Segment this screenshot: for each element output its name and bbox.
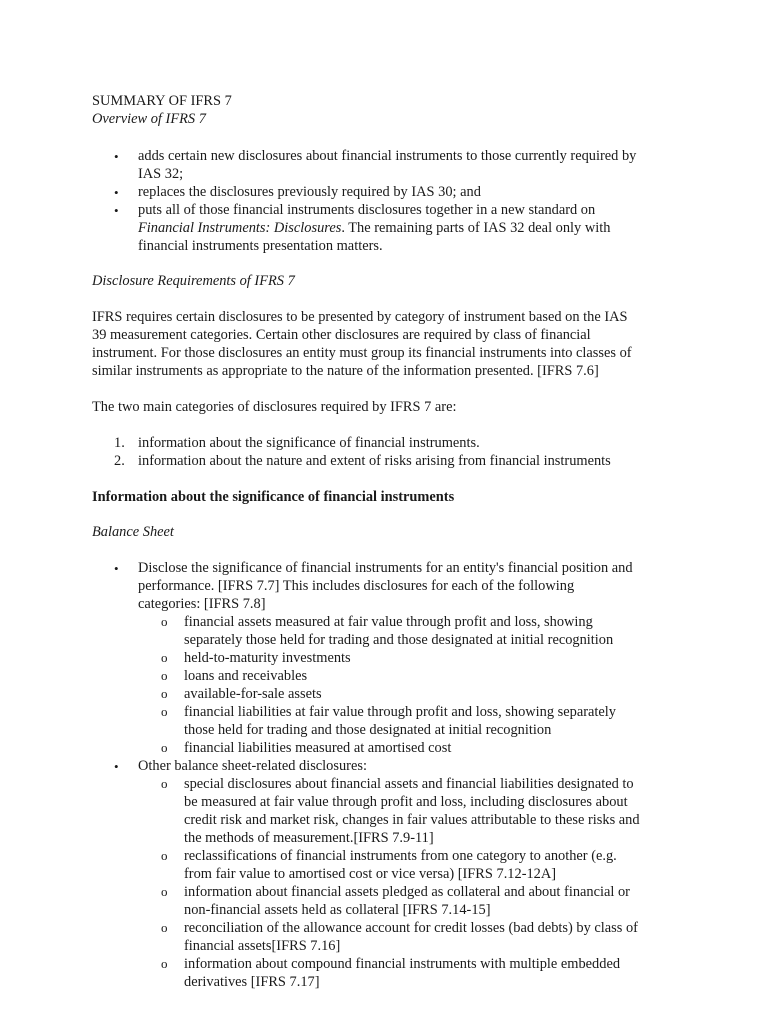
sub-bullet-marker: o xyxy=(161,614,168,629)
sub-bullet-marker: o xyxy=(161,704,168,719)
disclosure-heading: Disclosure Requirements of IFRS 7 xyxy=(92,273,295,289)
list-item: information about the significance of financial instruments. xyxy=(138,435,480,451)
sub-list-item-cont: those held for trading and those designated at initial recognition xyxy=(184,722,552,738)
bullet-marker: • xyxy=(114,185,119,200)
sub-bullet-marker: o xyxy=(161,740,168,755)
sub-list-item-cont: derivatives [IFRS 7.17] xyxy=(184,974,320,990)
sub-list-item-cont: financial assets[IFRS 7.16] xyxy=(184,938,341,954)
sub-bullet-marker: o xyxy=(161,920,168,935)
sub-list-item: financial liabilities measured at amortised cost xyxy=(184,740,452,756)
sub-bullet-marker: o xyxy=(161,776,168,791)
sub-bullet-marker: o xyxy=(161,848,168,863)
sub-list-item-cont: separately those held for trading and those designated at initial recognition xyxy=(184,632,614,648)
paragraph-two-categories: The two main categories of disclosures required by IFRS 7 are: xyxy=(92,399,457,415)
sub-list-item-cont: non-financial assets held as collateral [IFRS 7.14-15] xyxy=(184,902,491,918)
balance-sheet-heading: Balance Sheet xyxy=(92,524,174,540)
sub-list-item: financial assets measured at fair value through profit and loss, showing xyxy=(184,614,593,630)
list-item-cont: financial instruments presentation matters. xyxy=(138,238,383,254)
list-item-text: . The remaining parts of IAS 32 deal only with xyxy=(341,220,611,236)
list-item: Disclose the significance of financial instruments for an entity's financial position and xyxy=(138,560,633,576)
paragraph-line: instrument. For those disclosures an entity must group its financial instruments into classes of xyxy=(92,345,632,361)
sub-list-item-cont: from fair value to amortised cost or vice versa) [IFRS 7.12-12A] xyxy=(184,866,557,882)
standard-name: Financial Instruments: Disclosures xyxy=(138,220,342,236)
sub-list-item: loans and receivables xyxy=(184,668,308,684)
list-number: 2. xyxy=(114,453,125,469)
sub-list-item-cont: be measured at fair value through profit and loss, including disclosures about xyxy=(184,794,628,810)
list-item: adds certain new disclosures about financial instruments to those currently required by xyxy=(138,148,637,164)
list-item-cont: performance. [IFRS 7.7] This includes disclosures for each of the following xyxy=(138,578,575,594)
bullet-marker: • xyxy=(114,561,119,576)
sub-list-item: held-to-maturity investments xyxy=(184,650,351,666)
sub-bullet-marker: o xyxy=(161,884,168,899)
paragraph-line: 39 measurement categories. Certain other disclosures are required by class of financial xyxy=(92,327,591,343)
sub-list-item-cont: the methods of measurement.[IFRS 7.9-11] xyxy=(184,830,434,846)
paragraph-line: IFRS requires certain disclosures to be presented by category of instrument based on the IAS xyxy=(92,309,628,325)
sub-bullet-marker: o xyxy=(161,686,168,701)
sub-list-item: special disclosures about financial assets and financial liabilities designated to xyxy=(184,776,634,792)
list-item-cont xyxy=(138,219,610,237)
bullet-marker: • xyxy=(114,149,119,164)
list-item-cont: IAS 32; xyxy=(138,166,184,182)
bullet-marker: • xyxy=(114,203,119,218)
list-item-cont: categories: [IFRS 7.8] xyxy=(138,596,266,612)
sub-list-item: financial liabilities at fair value through profit and loss, showing separately xyxy=(184,704,617,720)
sub-list-item: information about financial assets pledged as collateral and about financial or xyxy=(184,884,630,900)
sub-list-item: reclassifications of financial instruments from one category to another (e.g. xyxy=(184,848,617,864)
list-item: puts all of those financial instruments disclosures together in a new standard on xyxy=(138,202,596,218)
sub-bullet-marker: o xyxy=(161,668,168,683)
doc-title: SUMMARY OF IFRS 7 xyxy=(92,93,232,109)
sub-list-item: information about compound financial instruments with multiple embedded xyxy=(184,956,621,972)
list-item: replaces the disclosures previously required by IAS 30; and xyxy=(138,184,481,200)
list-item: Other balance sheet-related disclosures: xyxy=(138,758,367,774)
list-item: information about the nature and extent of risks arising from financial instruments xyxy=(138,453,611,469)
sub-bullet-marker: o xyxy=(161,650,168,665)
overview-heading: Overview of IFRS 7 xyxy=(92,111,206,127)
list-number: 1. xyxy=(114,435,125,451)
sub-list-item-cont: credit risk and market risk, changes in fair values attributable to these risks and xyxy=(184,812,640,828)
sub-bullet-marker: o xyxy=(161,956,168,971)
bullet-marker: • xyxy=(114,759,119,774)
sub-list-item: available-for-sale assets xyxy=(184,686,322,702)
paragraph-line: similar instruments as appropriate to the nature of the information presented. [IFRS 7.6] xyxy=(92,363,599,379)
sub-list-item: reconciliation of the allowance account for credit losses (bad debts) by class of xyxy=(184,920,638,936)
section-heading: Information about the significance of financial instruments xyxy=(92,489,455,505)
